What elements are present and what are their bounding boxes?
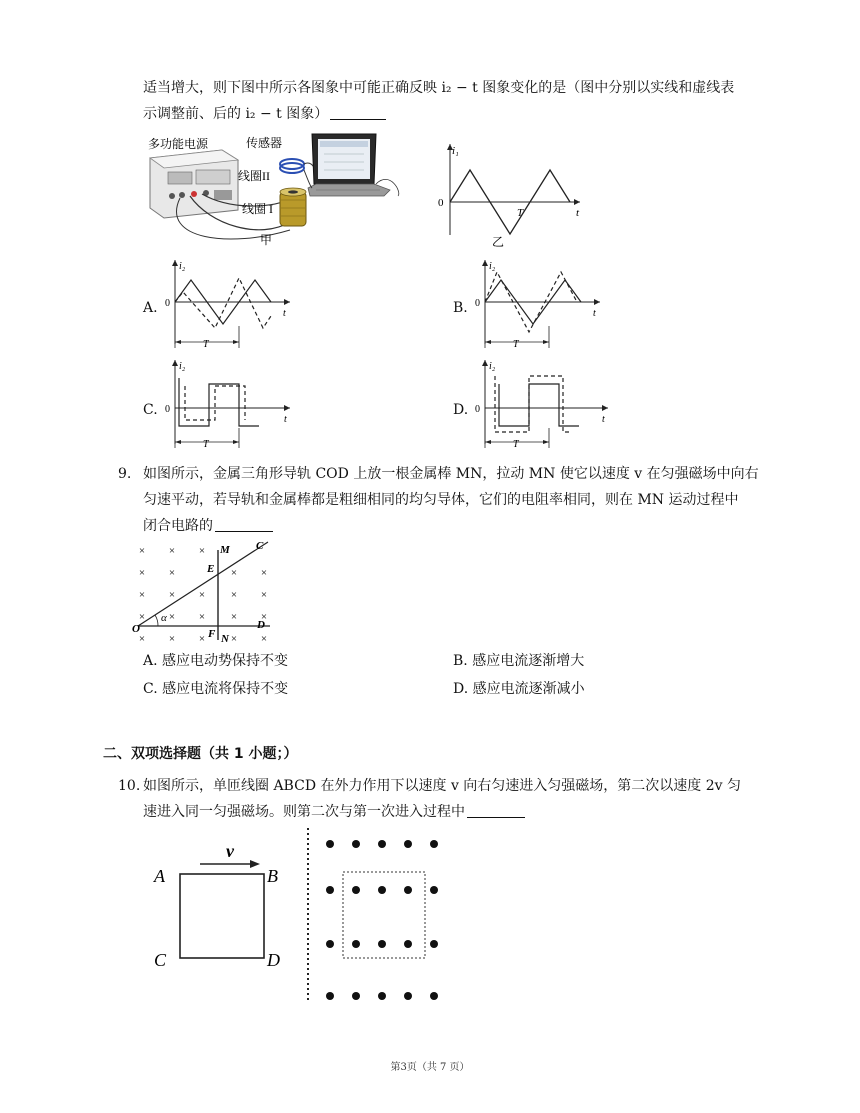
field-cross-mark: × (168, 633, 176, 645)
option-d-x-label: t (602, 414, 605, 425)
q9-option-b[interactable]: B. 感应电流逐渐增大 (453, 653, 585, 669)
figure-yi-origin: 0 (438, 197, 444, 209)
field-cross-mark: × (168, 567, 176, 579)
q9-option-a[interactable]: A. 感应电动势保持不变 (143, 653, 289, 669)
coil-square (180, 874, 264, 958)
figure-yi-x-label: t (576, 207, 580, 219)
q9-option-c[interactable]: C. 感应电流将保持不变 (143, 681, 289, 697)
option-c-y-label: i₂ (179, 361, 186, 372)
label-m: M (220, 544, 230, 556)
field-dot-mark (404, 992, 412, 1000)
label-d: D (257, 619, 265, 631)
field-cross-mark: × (138, 633, 146, 645)
q9-option-d[interactable]: D. 感应电流逐渐减小 (453, 681, 585, 697)
field-cross-mark: × (260, 633, 268, 645)
option-a-letter[interactable]: A. (143, 300, 158, 316)
field-dot-mark (404, 840, 412, 848)
field-cross-mark: × (138, 589, 146, 601)
field-cross-mark: × (230, 633, 238, 645)
option-d-letter[interactable]: D. (453, 402, 469, 418)
option-c-x-label: t (284, 414, 287, 425)
field-cross-mark: × (230, 589, 238, 601)
field-cross-mark: × (198, 633, 206, 645)
answer-blank (467, 803, 525, 818)
field-dot-mark (326, 840, 334, 848)
q9-number: 9. (118, 466, 132, 482)
label-e: E (207, 563, 215, 575)
field-dot-mark (430, 886, 438, 894)
q10-number: 10. (118, 778, 141, 794)
field-cross-mark: × (168, 589, 176, 601)
page-footer: 第3页（共 7 页） (390, 1062, 470, 1073)
option-b-graph (470, 256, 610, 352)
velocity-label: v (226, 841, 234, 861)
field-dot-mark (378, 992, 386, 1000)
figure-jia-caption: 甲 (260, 233, 273, 247)
field-dot-mark (378, 940, 386, 948)
option-a-graph (160, 256, 300, 352)
power-supply-icon (150, 150, 238, 218)
label-c: C (154, 950, 167, 970)
laptop-icon (308, 134, 390, 196)
field-dot-mark (352, 886, 360, 894)
apparatus-figure (140, 130, 410, 250)
option-b-y-label: i₂ (489, 261, 496, 272)
option-a-x-label: t (283, 308, 286, 319)
field-dot-mark (430, 992, 438, 1000)
field-cross-mark: × (198, 589, 206, 601)
figure-yi-caption: 乙 (492, 235, 505, 249)
label-b: B (267, 866, 278, 886)
option-a-y-label: i₂ (179, 261, 186, 272)
q9-line-2: 匀速平动，若导轨和金属棒都是粗细相同的均匀导体，它们的电阻率相同，则在 MN 运动过程中 (143, 492, 739, 508)
figure-yi-period: T (517, 207, 524, 219)
option-d-graph (470, 356, 620, 452)
label-a: A (154, 866, 165, 886)
label-alpha: α (161, 612, 167, 624)
field-dot-mark (352, 992, 360, 1000)
field-dot-mark (326, 940, 334, 948)
field-cross-mark: × (168, 545, 176, 557)
field-cross-mark: × (230, 567, 238, 579)
field-dot-mark (352, 940, 360, 948)
coil2-label: 线圈II (238, 169, 270, 183)
coil1-label: 线圈 I (242, 202, 273, 216)
q10-line-1: 如图所示，单匝线圈 ABCD 在外力作用下以速度 v 向右匀速进入匀强磁场，第二次以速度 2v 匀 (143, 778, 742, 794)
q9-line-3-text: 闭合电路的 (143, 518, 213, 534)
answer-blank (330, 105, 386, 120)
q8-line-2-text: 示调整前、后的 i₂ − t 图象） (143, 106, 329, 122)
label-c: C (256, 540, 264, 552)
field-cross-mark: × (198, 545, 206, 557)
q10-line-2 (143, 802, 525, 822)
field-cross-mark: × (230, 611, 238, 623)
q8-line-2 (143, 104, 386, 124)
q10-line-2-text: 速进入同一匀强磁场。则第二次与第一次进入过程中 (143, 804, 465, 820)
option-a-period: T (203, 339, 209, 350)
field-cross-mark: × (198, 611, 206, 623)
sensor-coil-icon (280, 159, 317, 188)
option-b-x-label: t (593, 308, 596, 319)
option-b-origin: 0 (475, 298, 480, 309)
field-dot-mark (378, 840, 386, 848)
field-dot-mark (352, 840, 360, 848)
coil-icon (280, 188, 306, 226)
option-d-origin: 0 (475, 404, 480, 415)
field-cross-mark: × (260, 567, 268, 579)
option-d-y-label: i₂ (489, 361, 496, 372)
option-b-letter[interactable]: B. (453, 300, 468, 316)
field-cross-mark: × (260, 589, 268, 601)
label-f: F (208, 628, 216, 640)
field-cross-mark: × (138, 611, 146, 623)
label-d: D (267, 950, 280, 970)
q8-line-1: 适当增大，则下图中所示各图象中可能正确反映 i₂ − t 图象变化的是（图中分别以实线和虚线表 (143, 80, 735, 96)
option-c-letter[interactable]: C. (143, 402, 158, 418)
field-dot-mark (430, 840, 438, 848)
answer-blank (215, 517, 273, 532)
label-o: O (132, 623, 140, 635)
field-dot-mark (378, 886, 386, 894)
field-cross-mark: × (138, 567, 146, 579)
field-cross-mark: × (168, 611, 176, 623)
option-c-period: T (203, 439, 209, 450)
field-dot-mark (404, 940, 412, 948)
field-cross-mark: × (260, 611, 268, 623)
q9-line-3 (143, 516, 273, 536)
q9-line-1: 如图所示，金属三角形导轨 COD 上放一根金属棒 MN，拉动 MN 使它以速度 v 在匀强磁场中向右 (143, 466, 759, 482)
option-c-origin: 0 (165, 404, 170, 415)
label-n: N (221, 633, 229, 645)
option-d-period: T (513, 439, 519, 450)
field-dot-mark (326, 886, 334, 894)
rail-figure (130, 538, 280, 644)
field-cross-mark: × (138, 545, 146, 557)
field-dot-mark (404, 886, 412, 894)
figure-yi-y-label: i₁ (452, 145, 459, 157)
option-b-period: T (513, 339, 519, 350)
field-dot-mark (430, 940, 438, 948)
option-c-graph (160, 356, 300, 452)
option-a-origin: 0 (165, 298, 170, 309)
field-dot-mark (326, 992, 334, 1000)
power-label: 多功能电源 (148, 137, 209, 151)
figure-yi (430, 140, 600, 250)
sensor-label: 传感器 (246, 136, 283, 150)
coil-field-figure (150, 826, 450, 1006)
section-title: 二、双项选择题（共 1 小题；） (103, 746, 298, 762)
